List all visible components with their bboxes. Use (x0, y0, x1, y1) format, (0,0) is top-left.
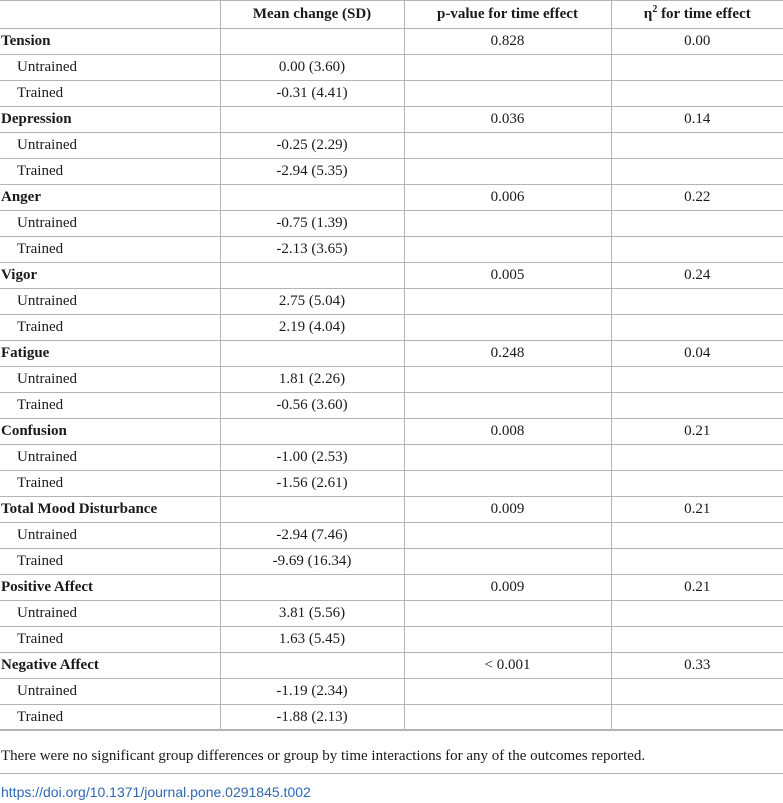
p-value-cell: 0.248 (404, 341, 611, 367)
mean-change-cell (220, 107, 404, 133)
group-label: Trained (0, 315, 220, 341)
mean-change-cell: -9.69 (16.34) (220, 549, 404, 575)
eta-squared-cell: 0.21 (611, 419, 783, 445)
p-value-cell (404, 601, 611, 627)
eta-squared-cell (611, 289, 783, 315)
group-label: Untrained (0, 523, 220, 549)
table-bottom-rule (0, 729, 783, 730)
eta-squared-cell: 0.21 (611, 497, 783, 523)
mean-change-cell (220, 575, 404, 601)
eta-squared-cell (611, 393, 783, 419)
category-row (0, 107, 783, 133)
group-row (0, 627, 783, 653)
category-row (0, 29, 783, 55)
group-label: Trained (0, 393, 220, 419)
mean-change-cell: 3.81 (5.56) (220, 601, 404, 627)
eta-squared-cell (611, 81, 783, 107)
eta-squared-cell (611, 523, 783, 549)
p-value-cell (404, 289, 611, 315)
category-label: Fatigue (0, 341, 220, 367)
doi-link[interactable]: https://doi.org/10.1371/journal.pone.0291845.t002 (1, 784, 311, 800)
mean-change-cell: -1.00 (2.53) (220, 445, 404, 471)
table-body (0, 29, 783, 731)
eta-squared-cell (611, 471, 783, 497)
category-label: Vigor (0, 263, 220, 289)
category-row (0, 653, 783, 679)
mean-change-cell: 2.19 (4.04) (220, 315, 404, 341)
group-row (0, 393, 783, 419)
group-label: Untrained (0, 289, 220, 315)
group-row (0, 81, 783, 107)
header-eta-squared (611, 1, 783, 29)
category-row (0, 263, 783, 289)
group-row (0, 315, 783, 341)
category-row (0, 497, 783, 523)
eta-squared-cell (611, 679, 783, 705)
p-value-cell (404, 237, 611, 263)
eta-squared-cell (611, 55, 783, 81)
eta-squared-cell (611, 627, 783, 653)
table-header-row (0, 1, 783, 29)
group-label: Untrained (0, 601, 220, 627)
group-row (0, 367, 783, 393)
p-value-cell (404, 211, 611, 237)
category-label: Tension (0, 29, 220, 55)
mean-change-cell: -1.56 (2.61) (220, 471, 404, 497)
p-value-cell (404, 367, 611, 393)
p-value-cell (404, 393, 611, 419)
eta-squared-cell: 0.21 (611, 575, 783, 601)
category-label: Depression (0, 107, 220, 133)
eta-squared-cell: 0.04 (611, 341, 783, 367)
mean-change-cell (220, 341, 404, 367)
group-label: Untrained (0, 211, 220, 237)
group-row (0, 523, 783, 549)
p-value-cell: 0.008 (404, 419, 611, 445)
eta-squared-cell (611, 549, 783, 575)
eta-squared-cell: 0.14 (611, 107, 783, 133)
mean-change-cell: 1.81 (2.26) (220, 367, 404, 393)
header-outcome (0, 1, 220, 29)
group-label: Untrained (0, 55, 220, 81)
group-row (0, 237, 783, 263)
p-value-cell (404, 705, 611, 731)
table-footnote: There were no significant group differences or group by time interactions for any of the outcomes reported. (1, 748, 646, 764)
category-row (0, 419, 783, 445)
mean-change-cell (220, 185, 404, 211)
group-row (0, 55, 783, 81)
group-row (0, 601, 783, 627)
mean-change-cell (220, 419, 404, 445)
group-label: Trained (0, 159, 220, 185)
eta-squared-cell (611, 237, 783, 263)
eta-squared-cell (611, 367, 783, 393)
eta-header-rest: for time effect (657, 6, 751, 22)
category-label: Negative Affect (0, 653, 220, 679)
group-label: Untrained (0, 445, 220, 471)
mean-change-cell: 0.00 (3.60) (220, 55, 404, 81)
group-label: Untrained (0, 133, 220, 159)
group-row (0, 679, 783, 705)
mean-change-cell: -0.31 (4.41) (220, 81, 404, 107)
p-value-cell (404, 445, 611, 471)
group-row (0, 445, 783, 471)
mean-change-cell: -0.75 (1.39) (220, 211, 404, 237)
mean-change-cell: 1.63 (5.45) (220, 627, 404, 653)
mean-change-cell: -2.94 (5.35) (220, 159, 404, 185)
p-value-cell (404, 549, 611, 575)
mean-change-cell (220, 653, 404, 679)
p-value-cell: 0.009 (404, 497, 611, 523)
group-row (0, 549, 783, 575)
p-value-cell: 0.006 (404, 185, 611, 211)
p-value-cell (404, 679, 611, 705)
group-label: Trained (0, 81, 220, 107)
header-p-value: p-value for time effect (404, 1, 611, 29)
category-label: Anger (0, 185, 220, 211)
mean-change-cell: -0.25 (2.29) (220, 133, 404, 159)
category-label: Confusion (0, 419, 220, 445)
group-row (0, 705, 783, 731)
mean-change-cell: -1.19 (2.34) (220, 679, 404, 705)
group-label: Trained (0, 705, 220, 731)
p-value-cell: < 0.001 (404, 653, 611, 679)
group-row (0, 211, 783, 237)
eta-squared-cell (611, 211, 783, 237)
eta-squared-cell (611, 315, 783, 341)
group-label: Untrained (0, 679, 220, 705)
eta-squared-cell (611, 601, 783, 627)
group-row (0, 159, 783, 185)
p-value-cell (404, 315, 611, 341)
eta-squared-cell (611, 159, 783, 185)
p-value-cell (404, 133, 611, 159)
p-value-cell: 0.036 (404, 107, 611, 133)
group-row (0, 289, 783, 315)
p-value-cell (404, 159, 611, 185)
group-row (0, 471, 783, 497)
mean-change-cell (220, 263, 404, 289)
mean-change-cell: -0.56 (3.60) (220, 393, 404, 419)
group-label: Trained (0, 549, 220, 575)
eta-squared-cell (611, 705, 783, 731)
group-label: Untrained (0, 367, 220, 393)
category-row (0, 185, 783, 211)
header-mean-change: Mean change (SD) (220, 1, 404, 29)
mean-change-cell: -2.13 (3.65) (220, 237, 404, 263)
category-row (0, 575, 783, 601)
eta-squared-cell: 0.24 (611, 263, 783, 289)
eta-squared-cell: 0.33 (611, 653, 783, 679)
p-value-cell (404, 55, 611, 81)
eta-squared-cell (611, 445, 783, 471)
category-label: Positive Affect (0, 575, 220, 601)
eta-squared-cell: 0.22 (611, 185, 783, 211)
p-value-cell (404, 81, 611, 107)
group-label: Trained (0, 237, 220, 263)
mean-change-cell (220, 29, 404, 55)
mean-change-cell: -1.88 (2.13) (220, 705, 404, 731)
eta-squared-cell: 0.00 (611, 29, 783, 55)
footnote-divider (0, 773, 783, 774)
p-value-cell: 0.828 (404, 29, 611, 55)
mean-change-cell: 2.75 (5.04) (220, 289, 404, 315)
mean-change-cell: -2.94 (7.46) (220, 523, 404, 549)
group-row (0, 133, 783, 159)
category-label: Total Mood Disturbance (0, 497, 220, 523)
mean-change-cell (220, 497, 404, 523)
p-value-cell (404, 627, 611, 653)
group-label: Trained (0, 627, 220, 653)
p-value-cell (404, 523, 611, 549)
category-row (0, 341, 783, 367)
eta-superscript: 2 (652, 4, 658, 15)
p-value-cell (404, 471, 611, 497)
group-label: Trained (0, 471, 220, 497)
p-value-cell: 0.009 (404, 575, 611, 601)
eta-squared-cell (611, 133, 783, 159)
p-value-cell: 0.005 (404, 263, 611, 289)
eta-symbol: η (643, 6, 653, 22)
